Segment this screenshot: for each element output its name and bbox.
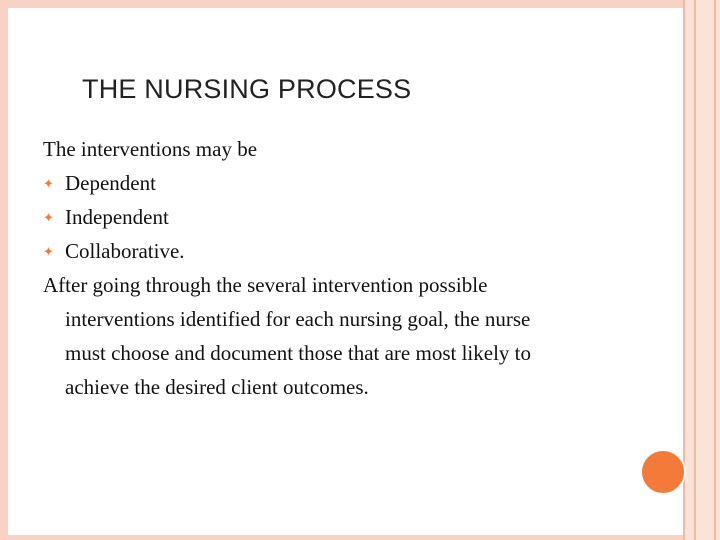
decorative-line [683, 0, 685, 540]
paragraph-line: must choose and document those that are most likely to [65, 341, 531, 365]
star-icon: ✦ [43, 243, 54, 259]
decorative-line [714, 0, 716, 540]
star-icon: ✦ [43, 175, 54, 191]
paragraph-line: interventions identified for each nursing goal, the nurse [65, 307, 531, 331]
star-icon: ✦ [43, 209, 54, 225]
slide-title: THE NURSING PROCESS [82, 74, 412, 104]
paragraph-line: After going through the several intervention possible [43, 273, 488, 297]
bullet-item [43, 166, 613, 200]
bullet-item [43, 234, 613, 268]
paragraph-line: achieve the desired client outcomes. [65, 375, 369, 399]
slide-border-top [0, 0, 720, 8]
intro-text: The interventions may be [43, 137, 258, 161]
decorative-line [694, 0, 696, 540]
bullet-label: Dependent [65, 171, 156, 195]
slide-body [43, 132, 613, 404]
decorative-circle [640, 449, 686, 495]
bullet-item [43, 200, 613, 234]
slide-border-left [0, 0, 8, 540]
bullet-label: Collaborative. [65, 239, 185, 263]
bullet-label: Independent [65, 205, 169, 229]
slide-border-bottom [0, 535, 720, 540]
